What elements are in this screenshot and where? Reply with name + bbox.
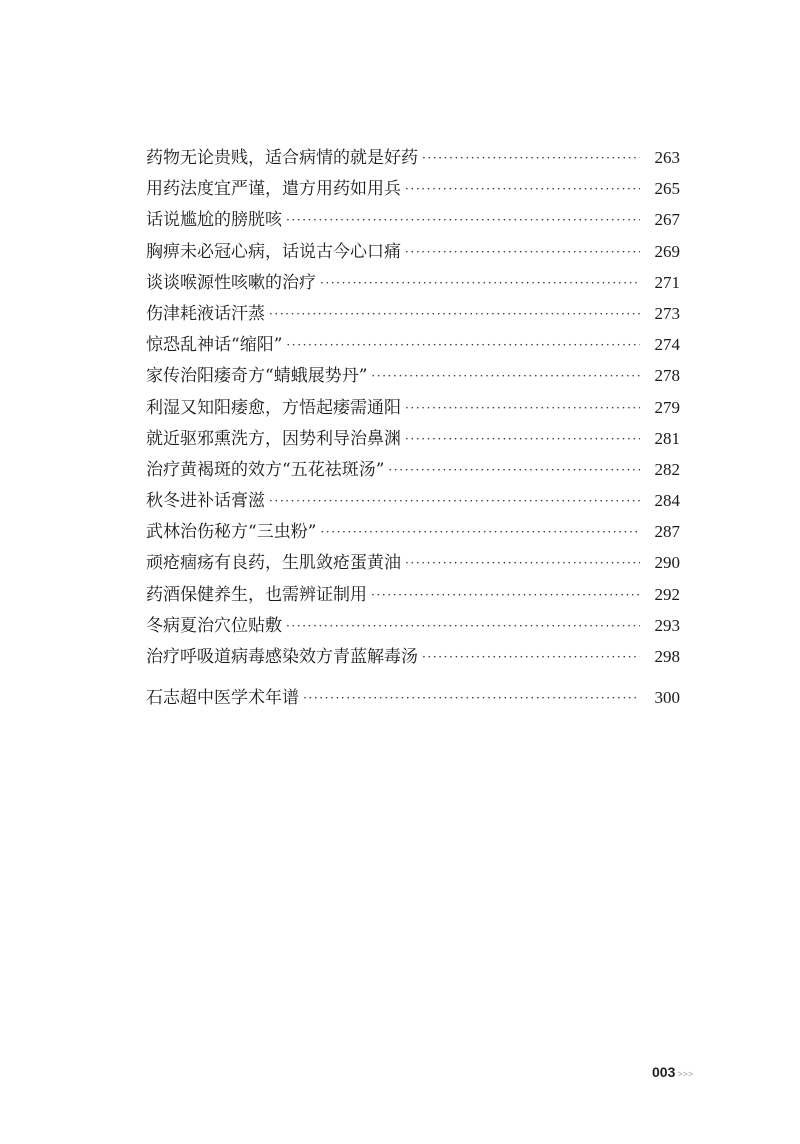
- toc-entry-title: 冬病夏治穴位贴敷: [146, 615, 282, 636]
- toc-entry-title: 药物无论贵贱，适合病情的就是好药: [146, 148, 418, 168]
- dot-leader: [388, 455, 640, 486]
- dot-leader: [422, 143, 640, 174]
- dot-leader: [405, 424, 640, 455]
- toc-entry[interactable]: [146, 485, 680, 516]
- toc-entry-page: 293: [654, 615, 680, 635]
- toc-entry-page: 267: [654, 210, 680, 230]
- toc-entry-page: 271: [654, 272, 680, 292]
- toc-entry-title: 药酒保健养生，也需辨证制用: [146, 584, 367, 605]
- toc-entry-title: 就近驱邪熏洗方，因势利导治鼻渊: [146, 428, 401, 449]
- chevrons-right-icon: >>>: [677, 1069, 694, 1079]
- toc-entry-title: 秋冬进补话膏滋: [146, 491, 265, 512]
- dot-leader: [371, 361, 640, 392]
- toc-entry-page: 265: [654, 179, 680, 199]
- dot-leader: [286, 611, 640, 642]
- toc-entry-title: 利湿又知阳痿愈，方悟起痿需通阳: [146, 397, 401, 418]
- toc-entry-title: 惊恐乱神话“缩阳”: [146, 335, 283, 356]
- toc-entry-title: 伤津耗液话汗蒸: [146, 303, 265, 324]
- toc-entry-page: 290: [654, 553, 680, 573]
- toc-entry-appendix[interactable]: [146, 682, 680, 713]
- toc-entry-page: 287: [654, 522, 680, 542]
- toc-entry-page: 274: [654, 335, 680, 355]
- toc-entry[interactable]: [146, 236, 680, 267]
- dot-leader: [286, 330, 640, 361]
- dot-leader: [405, 548, 640, 579]
- toc-entry[interactable]: [146, 392, 680, 423]
- toc-entry-page: 273: [654, 303, 680, 323]
- toc-entry[interactable]: [146, 610, 680, 641]
- dot-leader: [320, 517, 640, 548]
- dot-leader: [405, 393, 640, 424]
- dot-leader: [286, 205, 640, 236]
- toc-entry-page: 263: [654, 148, 680, 167]
- toc-entry-page: 300: [654, 688, 680, 708]
- toc-entry-page: 278: [654, 366, 680, 386]
- toc-entry[interactable]: [146, 142, 680, 173]
- toc-entry[interactable]: [146, 173, 680, 204]
- toc-entry-page: 298: [654, 647, 680, 666]
- toc-entry[interactable]: [146, 454, 680, 485]
- dot-leader: [269, 486, 640, 517]
- dot-leader: [269, 299, 640, 330]
- toc-entry-title: 胸痹未必冠心病，话说古今心口痛: [146, 241, 401, 262]
- toc-entry[interactable]: [146, 579, 680, 610]
- dot-leader: [371, 580, 640, 611]
- toc-entry-page: 284: [654, 491, 680, 511]
- toc-entry-title: 治疗黄褐斑的效方“五花祛斑汤”: [146, 459, 385, 480]
- dot-leader: [422, 642, 640, 673]
- page-footer: [652, 1064, 693, 1080]
- toc-entry[interactable]: [146, 360, 680, 391]
- toc-entry-title: 谈谈喉源性咳嗽的治疗: [146, 272, 316, 293]
- toc-entry[interactable]: [146, 423, 680, 454]
- toc-entry[interactable]: [146, 298, 680, 329]
- toc-entry[interactable]: [146, 329, 680, 360]
- toc-entry[interactable]: [146, 641, 680, 672]
- toc-entry-title: 家传治阳痿奇方“蜻蛾展势丹”: [146, 366, 368, 387]
- toc-entry-page: 281: [654, 428, 680, 448]
- dot-leader: [303, 683, 640, 714]
- page-number: 003: [652, 1064, 676, 1080]
- toc-entry-page: 279: [654, 397, 680, 417]
- toc-entry-title: 治疗呼吸道病毒感染效方青蓝解毒汤: [146, 647, 418, 667]
- toc-entry-title: 用药法度宜严谨，遣方用药如用兵: [146, 179, 401, 200]
- dot-leader: [405, 174, 640, 205]
- toc-entry-page: 292: [654, 584, 680, 604]
- dot-leader: [405, 237, 640, 268]
- toc-entry[interactable]: [146, 516, 680, 547]
- toc-entry-title: 顽疮痼疡有良药，生肌敛疮蛋黄油: [146, 553, 401, 574]
- toc-entry[interactable]: [146, 267, 680, 298]
- toc-entry-title: 石志超中医学术年谱: [146, 688, 299, 709]
- toc-entry-title: 话说尴尬的膀胱咳: [146, 210, 282, 231]
- toc-entry-page: 282: [654, 459, 680, 479]
- toc-entry[interactable]: [146, 547, 680, 578]
- toc-entry-title: 武林治伤秘方“三虫粉”: [146, 522, 317, 543]
- table-of-contents: [146, 142, 680, 713]
- toc-entry[interactable]: [146, 204, 680, 235]
- toc-entry-page: 269: [654, 241, 680, 261]
- dot-leader: [320, 268, 640, 299]
